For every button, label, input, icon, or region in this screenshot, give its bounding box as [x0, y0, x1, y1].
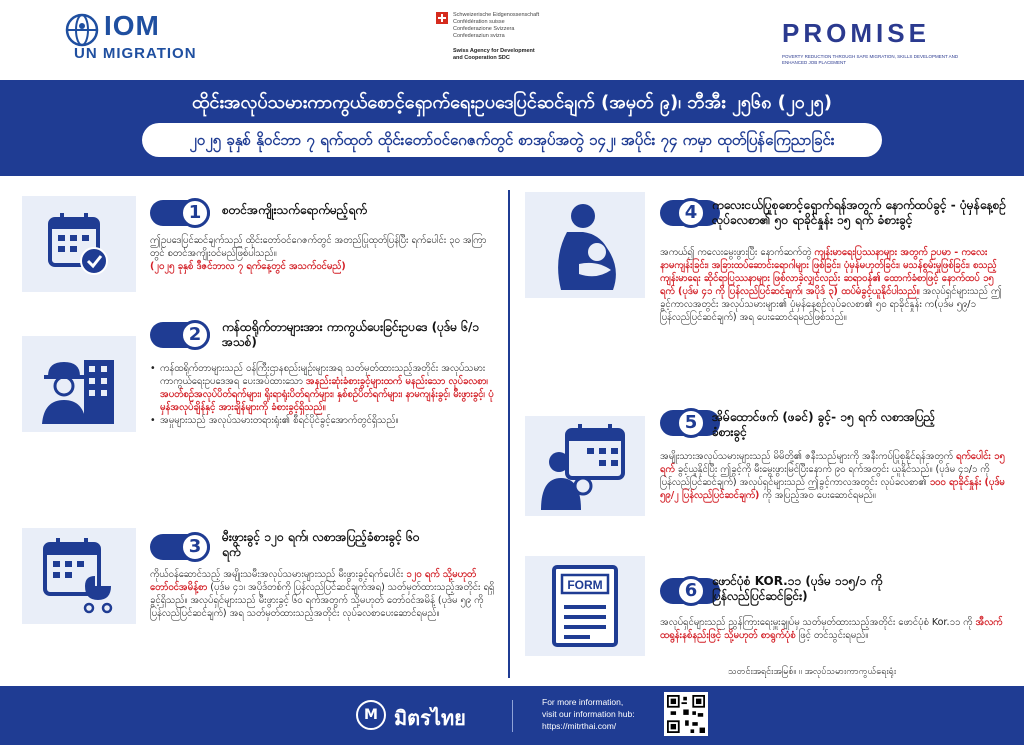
- section-5-text: ခွင့်ယူနိုင်ပြီး ဤခွင့်ကို မီးမွေးဖွားမြင်ပြီးနောက် ၉၀ ရက်အတွင်း ယူနိုင်သည်။ (ပုဒ်မ ၄၁/၁ ကို ပြန်လည်ပြင်ဆင်ချက်) အလုပ်ရှင်များသည် ဤခွင့်ကာလအတွင်း လုပ်ခလစာ၏: [660, 464, 990, 488]
- page-subtitle: ၂၀၂၅ ခုနှစ် နိုဝင်ဘာ ၇ ရက်ထုတ် ထိုင်းတော်ဝင်ဂေဇက်တွင် စာအုပ်အတွဲ ၁၄၂၊ အပိုင်း ၇၄ ကမှာ ထုတ်ပြန်ကြေညာခြင်း: [189, 131, 835, 149]
- section-3-text: ကိုယ်ဝန်ဆောင်သည့် အမျိုးသမီးအလုပ်သမားများသည် မီးဖွားခွင့်ရက်ပေါင်း: [150, 569, 404, 580]
- calendar-check-icon: [44, 209, 114, 279]
- section-5-body: [660, 450, 1005, 502]
- section-5-title: အိမ်ထောင်ဖက် (ဖခင်) ခွင့်- ၁၅ ရက် လစာအပြည့်ခံစားခွင့်: [712, 410, 936, 439]
- section-1-iconbox: [22, 196, 136, 292]
- section-3-number: 3: [180, 532, 210, 562]
- family-calendar-icon: [537, 422, 633, 512]
- promise-logo: [782, 14, 982, 74]
- worker-building-icon: [34, 342, 124, 428]
- section-3-text: (ပုဒ်မ ၄၁၊ အပိုဒ်တစ်ကို ပြန်လည်ပြင်ဆင်ချက်အရ) သတ်မှတ်ထားသည့်အတိုင်း ရရှိခွင့်ရှိသည်။ အလုပ်ရှင်များသည် မီးဖွားခွင့် ၆၀ ရက်အတွက် သို့မဟုတ် တော်ဝင်အမိန့် (ပုဒ်မ ၅၉ ကို ပြန်လည်ပြင်ဆင်ချက်) အရ သတ်မှတ်ထားသည့်အတိုင်း လုပ်ခလစာပေးဆောင်ရမည်။: [150, 582, 495, 619]
- section-6-highlight: အီလက်ထရွန်းနစ်နည်းဖြင့် သို့မဟုတ် စာရွက်ပုံစံ: [660, 617, 1003, 641]
- footer-info-line: For more information,: [542, 697, 624, 707]
- qr-code-icon[interactable]: [664, 692, 708, 736]
- section-1-number: 1: [180, 198, 210, 228]
- iom-name: IOM: [104, 10, 160, 41]
- section-2-iconbox: [22, 336, 136, 432]
- footer-info: [542, 696, 662, 732]
- section-6-iconbox: [525, 556, 645, 656]
- column-divider: [508, 190, 510, 678]
- section-3-iconbox: [22, 528, 136, 624]
- footer-separator: [512, 700, 513, 732]
- header: [0, 0, 1024, 80]
- promise-name: PROMISE: [782, 18, 930, 48]
- swiss-sdc-logo: [436, 12, 616, 72]
- section-4-text: အကယ်၍ ကလေးမွေးဖွားပြီး နောက်ဆက်တွဲ: [660, 247, 812, 258]
- section-5-iconbox: [525, 416, 645, 516]
- list-item: [150, 414, 495, 427]
- section-6-text: အလုပ်ရှင်များသည် ညွှန်ကြားရေးမှူးချုပ်မှ သတ်မှတ်ထားသည့်အတိုင်း ဖောင်ပုံစံ Kor.၁၁ ကို: [660, 617, 973, 628]
- section-5-text: အမျိုးသားအလုပ်သမားများသည် မိမိတို့၏ ဇနီးသည်များကို အနီးကပ်ပြုစုနိုင်ရန်အတွက်: [660, 451, 953, 462]
- swiss-flag-icon: [436, 12, 448, 24]
- promise-tagline: POVERTY REDUCTION THROUGH SAFE MIGRATION, SKILLS DEVELOPMENT AND ENHANCED JOB PLACEMENT: [782, 54, 959, 65]
- section-2-number: 2: [180, 320, 210, 350]
- section-6-title: ဖောင်ပုံစံ KOR.၁၁ (ပုဒ်မ ၁၁၅/၁ ကို ပြန်လည်ပြင်ဆင်ခြင်း): [712, 574, 883, 603]
- mitr-mark: M: [356, 700, 386, 730]
- section-4-text: အလုပ်ရှင်များသည် ဤခွင့်ကာလအတွင်း အလုပ်သမားများ၏ ပုံမှန်နေ့စဉ်လုပ်ခလစာ၏ ၅၀ ရာခိုင်နှုန်း က(ပုဒ်မ ၅၉/၁ ပြန်လည်ပြင်ဆင်ချက်) အရ ပေးဆောင်ရမည်ဖြစ်သည်။: [660, 286, 1002, 323]
- section-2-bullet-text: ကန်ထရိုက်တာများသည် ဝန်ကြီးဌာနစည်းမျဉ်းများအရ သတ်မှတ်ထားသည့်အတိုင်း အလုပ်သမားကာကွယ်ရေးဥပဒေအရ ပေးအပ်ထားသော: [160, 363, 486, 387]
- swiss-line: Schweizerische Eidgenossenschaft: [453, 12, 540, 18]
- section-4-title: ကလေးငယ်ပြုစုစောင့်ရှောက်ရန်အတွက် နောက်ထပ်ခွင့် - ပုံမှန်နေ့စဉ်လုပ်ခလစာ၏ ၅၀ ရာခိုင်နှုန်း ၁၅ ရက် ခံစားခွင့်: [712, 198, 1006, 227]
- footer-info-url[interactable]: https://mitrthai.com/: [542, 721, 617, 731]
- sdc-line: and Cooperation SDC: [453, 55, 510, 61]
- section-5-number: 5: [676, 408, 706, 438]
- form-label: FORM: [567, 578, 603, 592]
- section-4-body: [660, 246, 1005, 324]
- iom-subtitle: UN MIGRATION: [74, 45, 197, 62]
- section-6-text: ဖြင့် တင်သွင်းရမည်။: [798, 630, 869, 641]
- section-2-title: ကန်ထရိုက်တာများအား ကာကွယ်ပေးခြင်းဥပဒေ (ပုဒ်မ ၆/၁ အသစ်): [222, 320, 480, 349]
- footer-info-line: visit our information hub:: [542, 709, 635, 719]
- iom-globe-icon: [64, 12, 100, 48]
- section-1-body: [150, 234, 490, 273]
- section-1-text: ဤဥပဒေပြင်ဆင်ချက်သည် ထိုင်းတော်ဝင်ဂေဇက်တွင် အတည်ပြုထုတ်ပြန်ပြီး ရက်ပေါင်း ၃၀ အကြာတွင် စတင်အကျိုးဝင်မည်ဖြစ်ပါသည်။: [150, 235, 487, 259]
- swiss-line: Confederaziun svizra: [453, 33, 505, 39]
- section-1-title: စတင်အကျိုးသက်ရောက်မည့်ရက်: [222, 203, 368, 217]
- section-3-title: မီးဖွားခွင့် ၁၂၀ ရက်၊ လစာအပြည့်ခံစားခွင့် ၆၀ ရက်: [222, 530, 420, 559]
- section-4-highlight: ကျန်းမာရေးပြဿနာများ အတွက် ဥပမာ - ကလေးနာမကျန်းခြင်း၊ အခြားထပ်ဆောင်းရောဂါများ ဖြစ်ခြင်း၊ ပုံမှန်မဟုတ်ခြင်း၊ မသန်စွမ်းမှုဖြစ်ခြင်း၊ စသည့်ကျန်းမာရေး ဆိုင်ရာပြဿနာများ ဖြစ်လာခဲ့လျှင်လည်း ဆရာဝန်၏ ထောက်ခံစာဖြင့် နောက်ထပ် ၁၅ ရက် (ပုဒ်မ ၄၁ ကို ပြန်လည်ပြင်ဆင်ချက်၊ အပိုဒ် ၃) ထပ်မံခွင့်ယူနိုင်ပါသည်။: [660, 247, 997, 297]
- section-2-body: [150, 362, 495, 427]
- section-3-highlight: ၁၂၀ ရက် သို့မဟုတ် တော်ဝင်အမိန့်စာ: [150, 569, 477, 593]
- sdc-line: Swiss Agency for Development: [453, 48, 535, 54]
- mother-baby-icon: [541, 198, 631, 294]
- qr-code-graphic: [667, 695, 705, 733]
- section-5-text: ကို အပြည့်အဝ ပေးဆောင်ရမည်။: [762, 490, 876, 501]
- calendar-stroller-icon: [39, 536, 119, 616]
- section-6-body: [660, 616, 1005, 642]
- section-2-bullet-highlight: အနည်းဆုံးခံစားခွင့်များထက် မနည်းသော လုပ်ခလစာ၊ အပတ်စဉ်အလုပ်ပိတ်ရက်များ၊ ရိုးရာရုံးပိတ်ရက်များ၊ နှစ်စဉ်ပိတ်ရက်များ၊ နာမကျန်းခွင့်၊ မီးဖွားခွင့်၊ ပုံမှန်အလုပ်ချိန်နှင့် အားချိန်များကို ခံစားခွင့်ရှိသည်။: [160, 376, 494, 413]
- swiss-confederation-lines: [453, 12, 623, 40]
- mitr-name: มิตรไทย: [394, 706, 466, 730]
- swiss-line: Confédération suisse: [453, 19, 505, 25]
- source-note: သတင်းအရင်းအမြစ်။ ။ အလုပ်သမားကာကွယ်ရေးရုံး: [728, 667, 897, 677]
- section-2-bullet-text: အမှုများသည် အလုပ်သမားတရားရုံး၏ စီရင်ပိုင်ခွင့်အောက်တွင်ရှိသည်။: [160, 415, 399, 426]
- section-5-highlight: ရက်ပေါင်း ၁၅ ရက်: [660, 451, 1005, 475]
- swiss-sdc-name: [453, 48, 613, 62]
- page-title: ထိုင်းအလုပ်သမားကာကွယ်စောင့်ရှောက်ရေးဥပဒေပြင်ဆင်ချက် (အမှတ် ၉)၊ ဘီအီး ၂၅၆၈ (၂၀၂၅): [191, 92, 833, 113]
- section-4-iconbox: [525, 192, 645, 298]
- section-4-number: 4: [676, 198, 706, 228]
- section-3-body: [150, 568, 495, 620]
- section-5-highlight: ၁၀၀ ရာခိုင်နှုန်း (ပုဒ်မ ၅၉/၂ ပြန်လည်ပြင်ဆင်ချက်): [660, 477, 1005, 501]
- section-2-list: [150, 362, 495, 427]
- swiss-line: Confederazione Svizzera: [453, 26, 515, 32]
- section-1-highlight: (၂၀၂၅ ခုနှစ် ဒီဇင်ဘာလ ၇ ရက်နေ့တွင် အသက်ဝင်မည်): [150, 261, 346, 272]
- section-6-number: 6: [676, 576, 706, 606]
- form-document-icon: [550, 563, 620, 649]
- list-item: [150, 362, 495, 414]
